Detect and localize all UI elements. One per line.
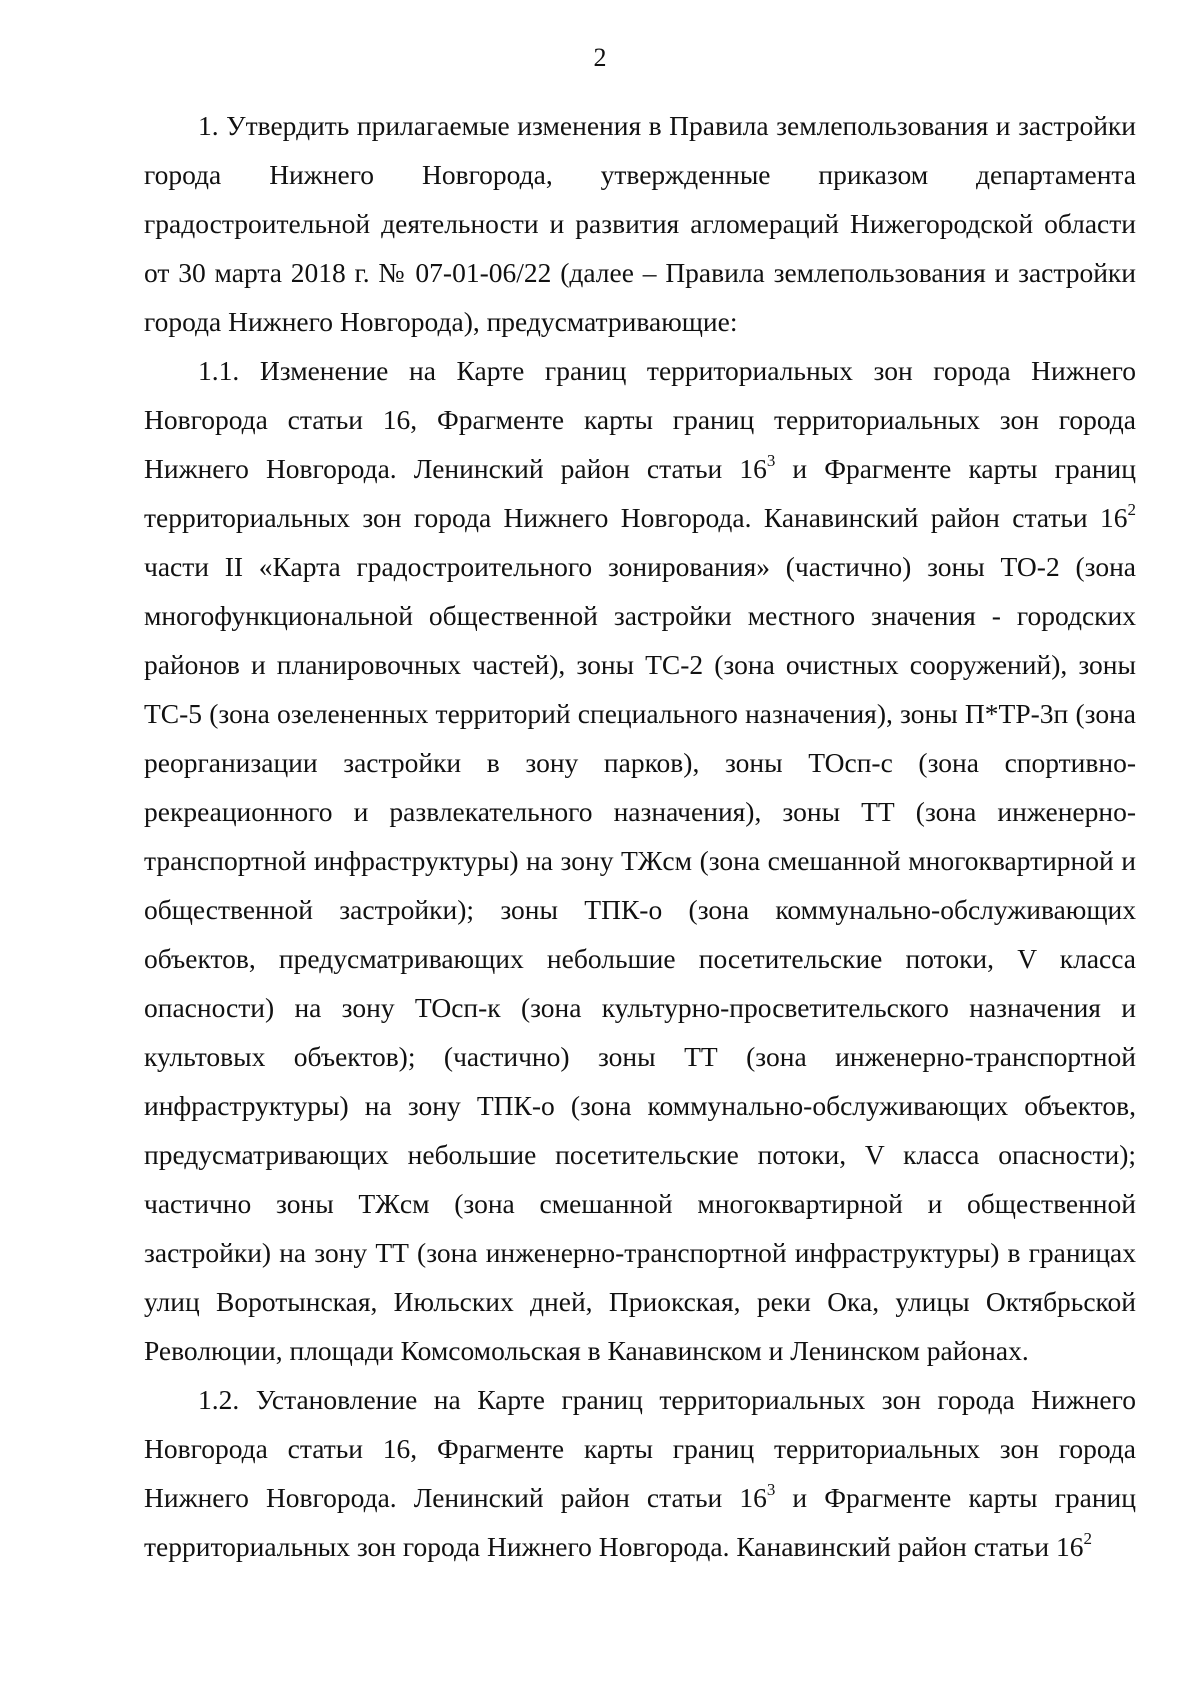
paragraph-1-2 <box>144 1375 1136 1571</box>
paragraph-1-1-text-a: 1.1. Изменение на Карте границ территориальных зон города Нижнего Новгорода статьи 16, Фрагменте карты границ территориальных зон города Нижнего Новгорода. Ленинский район статьи 16 <box>144 355 1136 484</box>
paragraph-1: 1. Утвердить прилагаемые изменения в Правила землепользования и застройки города Нижнего Новгорода, утвержденные приказом департамента градостроительной деятельности и развития агломераций Нижегородской области от 30 марта 2018 г. № 07-01-06/22 (далее – Правила землепользования и застройки города Нижнего Новгорода), предусматривающие: <box>144 110 1136 337</box>
paragraph-1-2-text-b: и Фрагменте карты границ территориальных зон города Нижнего Новгорода. Канавинский район статьи 16 <box>144 1482 1136 1562</box>
document-body <box>144 101 1136 1571</box>
paragraph-1-1-text-b: и Фрагменте карты границ территориальных зон города Нижнего Новгорода. Канавинский район статьи 16 <box>144 453 1136 533</box>
page-number: 2 <box>593 43 607 72</box>
superscript-3: 3 <box>766 450 776 470</box>
paragraph-1-1-text-c: части II «Карта градостроительного зонирования» (частично) зоны ТО-2 (зона многофункциональной общественной застройки местного значения - городских районов и планировочных частей), зоны ТС-2 (зона очистных сооружений), зоны ТС-5 (зона озелененных территорий специального назначения), зоны П*ТР-3п (зона реорганизации застройки в зону парков), зоны ТОсп-с (зона спортивно-рекреационного и развлекательного назначения), зоны ТТ (зона инженерно-транспортной инфраструктуры) на зону ТЖсм (зона смешанной многоквартирной и общественной застройки); зоны ТПК-о (зона коммунально-обслуживающих объектов, предусматривающих небольшие посетительские потоки, V класса опасности) на зону ТОсп-к (зона культурно-просветительского назначения и культовых объектов); (частично) зоны ТТ (зона инженерно-транспортной инфраструктуры) на зону ТПК-о (зона коммунально-обслуживающих объектов, предусматривающих небольшие посетительские потоки, V класса опасности); частично зоны ТЖсм (зона смешанной многоквартирной и общественной застройки) на зону ТТ (зона инженерно-транспортной инфраструктуры) в границах улиц Воротынская, Июльских дней, Приокская, реки Ока, улицы Октябрьской Революции, площади Комсомольская в Канавинском и Ленинском районах. <box>144 551 1136 1366</box>
superscript-2: 2 <box>1083 1528 1092 1548</box>
paragraph-1-1 <box>144 346 1136 1375</box>
paragraph-1-2-text-a: 1.2. Установление на Карте границ территориальных зон города Нижнего Новгорода статьи 16, Фрагменте карты границ территориальных зон города Нижнего Новгорода. Ленинский район статьи 16 <box>144 1384 1136 1513</box>
superscript-3: 3 <box>766 1479 776 1499</box>
superscript-2: 2 <box>1127 499 1136 519</box>
